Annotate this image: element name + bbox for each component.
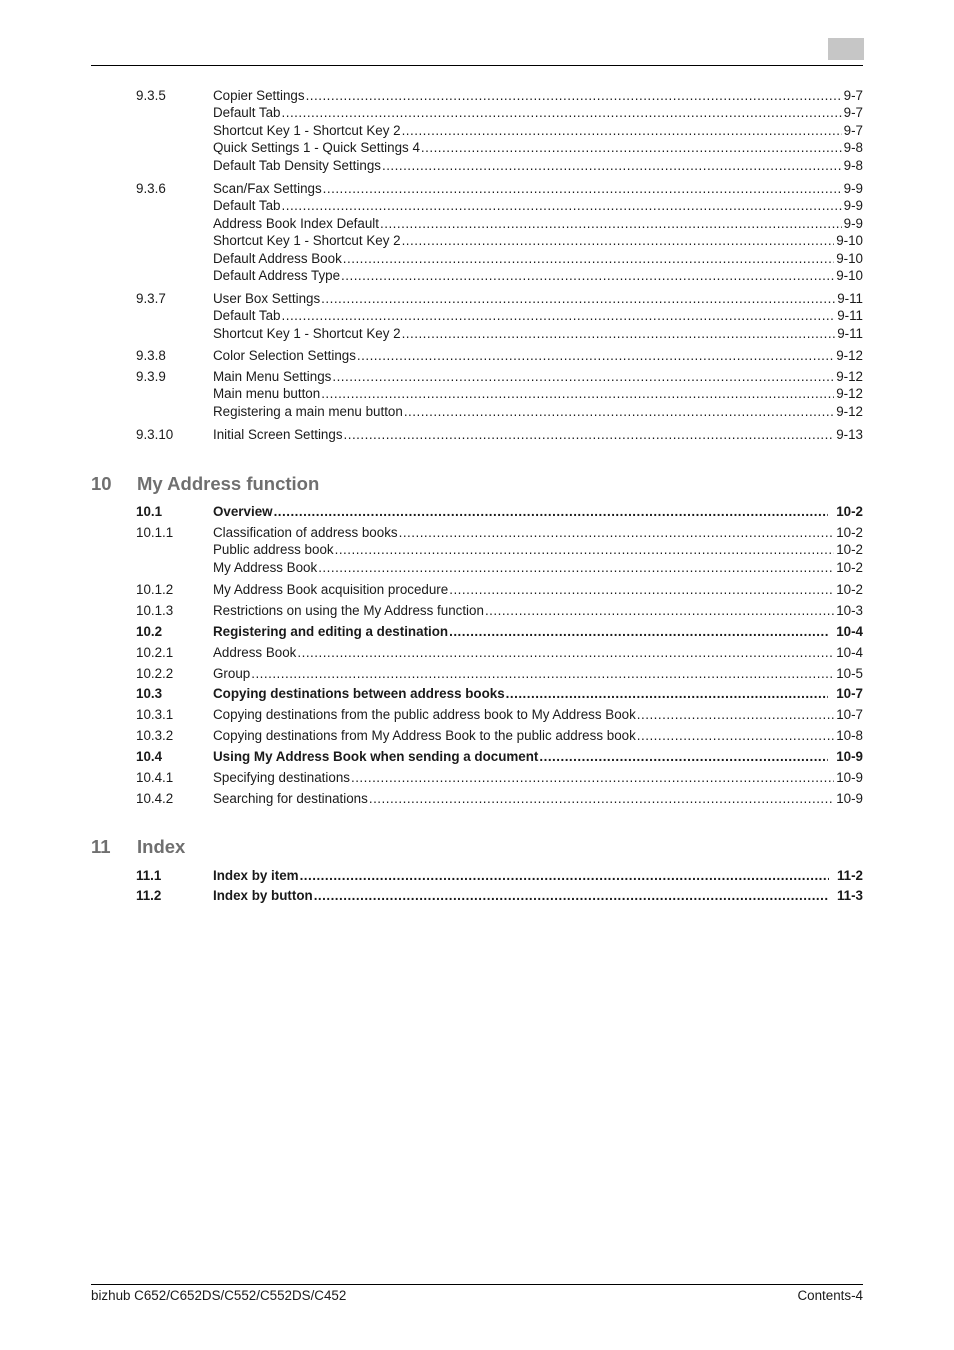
toc-entry[interactable] <box>0 157 954 174</box>
toc-entry[interactable] <box>0 250 954 267</box>
dot-leader <box>323 180 842 197</box>
header-tab-marker <box>828 38 864 60</box>
dot-leader <box>421 139 842 156</box>
toc-entry-title: Default Tab <box>213 105 281 121</box>
toc-entry-title: Address Book Index Default <box>213 215 379 231</box>
toc-entry-leader <box>213 706 863 723</box>
toc-entry[interactable] <box>0 867 954 884</box>
toc-entry-leader <box>213 887 863 904</box>
toc-entry-leader <box>213 232 863 249</box>
toc-entry-title: Default Tab <box>213 308 281 324</box>
toc-entry-page: 10-2 <box>836 582 863 597</box>
toc-entry[interactable] <box>0 503 954 520</box>
dot-leader <box>332 368 834 385</box>
toc-entry-title: Copying destinations from the public address book to My Address Book <box>213 707 636 722</box>
toc-entry[interactable] <box>0 748 954 765</box>
toc-entry-number: 9.3.9 <box>136 369 166 384</box>
toc-entry-title: Color Selection Settings <box>213 348 356 363</box>
toc-entry-page: 11-2 <box>829 867 863 884</box>
toc-entry-leader <box>213 157 863 174</box>
toc-entry[interactable] <box>0 541 954 558</box>
toc-entry-title: Using My Address Book when sending a document <box>213 749 539 764</box>
toc-entry[interactable] <box>0 581 954 598</box>
toc-entry-leader <box>213 769 863 786</box>
toc-entry-title: My Address Book <box>213 559 318 575</box>
chapter-title: Index <box>137 836 186 857</box>
toc-entry-title: Classification of address books <box>213 525 398 540</box>
toc-entry-leader <box>213 748 863 765</box>
toc-entry[interactable] <box>0 290 954 307</box>
toc-entry-leader <box>213 290 863 307</box>
toc-entry-number: 10.1.3 <box>136 603 174 618</box>
chapter-title: My Address function <box>137 473 320 494</box>
toc-entry-number: 10.4.1 <box>136 770 174 785</box>
dot-leader <box>449 581 834 598</box>
toc-entry-page: 9-11 <box>837 325 863 341</box>
toc-entry-page: 9-10 <box>836 268 863 283</box>
toc-entry[interactable] <box>0 769 954 786</box>
toc-entry-leader <box>213 426 863 443</box>
toc-entry-leader <box>213 122 863 139</box>
toc-entry-page: 10-4 <box>836 645 863 660</box>
toc-entry-leader <box>213 867 863 884</box>
toc-entry-leader <box>213 250 863 267</box>
toc-entry-title: Searching for destinations <box>213 791 368 806</box>
toc-entry-page: 10-2 <box>828 503 863 520</box>
toc-entry-page: 10-8 <box>836 728 863 743</box>
toc-entry-page: 9-8 <box>843 140 863 156</box>
toc-entry[interactable] <box>0 559 954 576</box>
toc-entry[interactable] <box>0 347 954 364</box>
toc-entry[interactable] <box>0 87 954 104</box>
toc-entry-page: 9-9 <box>843 198 863 214</box>
toc-entry-title: Copying destinations between address books <box>213 686 505 701</box>
dot-leader <box>344 426 835 443</box>
toc-entry-page: 10-5 <box>836 666 863 681</box>
toc-entry-page: 9-12 <box>836 403 863 419</box>
toc-entry[interactable] <box>0 524 954 541</box>
toc-entry[interactable] <box>0 685 954 702</box>
toc-entry-title: Shortcut Key 1 - Shortcut Key 2 <box>213 233 401 249</box>
dot-leader <box>402 122 842 139</box>
toc-entry-page: 9-11 <box>837 291 863 306</box>
toc-entry[interactable] <box>0 706 954 723</box>
toc-entry-title: Default Address Book <box>213 250 342 266</box>
toc-entry-title: Restrictions on using the My Address function <box>213 603 484 618</box>
toc-entry-number: 9.3.6 <box>136 181 166 196</box>
dot-leader <box>539 748 828 765</box>
toc-entry-leader <box>213 524 863 541</box>
toc-entry-page: 9-10 <box>836 250 863 266</box>
toc-entry[interactable] <box>0 180 954 197</box>
toc-entry-title: Copier Settings <box>213 88 305 103</box>
toc-entry-page: 10-4 <box>828 623 863 640</box>
toc-entry-number: 9.3.10 <box>136 427 174 442</box>
toc-entry[interactable] <box>0 623 954 640</box>
toc-entry-page: 10-2 <box>836 559 863 575</box>
dot-leader <box>637 706 834 723</box>
toc-entry-leader <box>213 368 863 385</box>
toc-entry-leader <box>213 685 863 702</box>
toc-entry[interactable] <box>0 215 954 232</box>
dot-leader <box>306 87 842 104</box>
toc-entry[interactable] <box>0 665 954 682</box>
toc-entry-title: Main menu button <box>213 386 321 402</box>
dot-leader <box>369 790 834 807</box>
dot-leader <box>251 665 834 682</box>
toc-entry-leader <box>213 87 863 104</box>
toc-entry-title: Public address book <box>213 542 334 558</box>
toc-entry[interactable] <box>0 307 954 324</box>
dot-leader <box>341 267 834 284</box>
toc-entry-number: 10.3 <box>136 686 163 701</box>
toc-entry-leader <box>213 559 863 576</box>
toc-entry-leader <box>213 790 863 807</box>
dot-leader <box>321 385 834 402</box>
toc-entry-title: Default Tab <box>213 198 281 214</box>
toc-entry[interactable] <box>0 385 954 402</box>
dot-leader <box>380 215 842 232</box>
toc-entry-leader <box>213 581 863 598</box>
toc-entry-leader <box>213 541 863 558</box>
dot-leader <box>300 867 829 884</box>
toc-entry[interactable] <box>0 122 954 139</box>
dot-leader <box>282 307 836 324</box>
toc-entry-title: Index by item <box>213 868 299 883</box>
chapter-number: 10 <box>91 473 112 494</box>
toc-entry[interactable] <box>0 197 954 214</box>
toc-entry-page: 9-8 <box>843 157 863 173</box>
dot-leader <box>637 727 834 744</box>
toc-entry-leader <box>213 602 863 619</box>
toc-entry[interactable] <box>0 887 954 904</box>
toc-entry-number: 10.3.2 <box>136 728 174 743</box>
header-rule <box>91 65 863 66</box>
toc-entry[interactable] <box>0 325 954 342</box>
toc-entry-number: 10.2.2 <box>136 666 174 681</box>
toc-entry-title: Default Address Type <box>213 268 341 283</box>
toc-entry-page: 9-12 <box>836 369 863 384</box>
dot-leader <box>485 602 834 619</box>
chapter-heading-10 <box>0 472 954 496</box>
footer-page-label: Contents-4 <box>797 1288 863 1303</box>
dot-leader <box>357 347 834 364</box>
toc-entry-page: 9-9 <box>843 215 863 231</box>
toc-entry-number: 9.3.7 <box>136 291 166 306</box>
toc-entry-title: Group <box>213 666 251 681</box>
toc-entry-leader <box>213 385 863 402</box>
toc-entry[interactable] <box>0 727 954 744</box>
toc-entry-leader <box>213 623 863 640</box>
toc-entry-leader <box>213 727 863 744</box>
toc-entry-title: Copying destinations from My Address Book to the public address book <box>213 728 636 743</box>
toc-entry-number: 10.2.1 <box>136 645 174 660</box>
toc-entry-title: Initial Screen Settings <box>213 427 343 442</box>
toc-entry-title: Registering a main menu button <box>213 403 403 419</box>
dot-leader <box>282 197 842 214</box>
dot-leader <box>404 403 834 420</box>
toc-entry[interactable] <box>0 403 954 420</box>
toc-entry-number: 10.2 <box>136 624 163 639</box>
toc-entry-title: Quick Settings 1 - Quick Settings 4 <box>213 140 420 156</box>
toc-entry-title: Index by button <box>213 888 313 903</box>
footer-rule <box>91 1284 863 1285</box>
toc-entry-page: 10-9 <box>836 770 863 785</box>
dot-leader <box>297 644 834 661</box>
toc-entry-leader <box>213 665 863 682</box>
dot-leader <box>402 325 836 342</box>
chapter-number: 11 <box>91 836 111 857</box>
footer-model: bizhub C652/C652DS/C552/C552DS/C452 <box>91 1288 347 1303</box>
toc-entry-title: Address Book <box>213 645 297 660</box>
dot-leader <box>382 157 842 174</box>
dot-leader <box>321 290 835 307</box>
toc-entry-page: 9-10 <box>836 233 863 249</box>
dot-leader <box>318 559 834 576</box>
dot-leader <box>343 250 834 267</box>
toc-entry[interactable] <box>0 644 954 661</box>
toc-entry-number: 10.1.1 <box>136 525 174 540</box>
toc-entry-page: 9-7 <box>843 122 863 138</box>
toc-entry-leader <box>213 644 863 661</box>
toc-entry-page: 11-3 <box>829 887 863 904</box>
toc-entry-page: 9-9 <box>843 181 863 196</box>
toc-entry-title: Shortcut Key 1 - Shortcut Key 2 <box>213 122 401 138</box>
toc-entry-leader <box>213 403 863 420</box>
toc-entry-page: 9-7 <box>843 105 863 121</box>
toc-entry-number: 9.3.8 <box>136 348 166 363</box>
toc-entry-leader <box>213 347 863 364</box>
toc-entry-page: 10-9 <box>828 748 863 765</box>
dot-leader <box>449 623 828 640</box>
toc-entry[interactable] <box>0 104 954 121</box>
dot-leader <box>402 232 835 249</box>
dot-leader <box>506 685 829 702</box>
toc-entry-title: Shortcut Key 1 - Shortcut Key 2 <box>213 325 401 341</box>
toc-entry[interactable] <box>0 368 954 385</box>
toc-entry-title: User Box Settings <box>213 291 321 306</box>
toc-entry-page: 10-2 <box>836 525 863 540</box>
toc-entry-page: 9-11 <box>837 308 863 324</box>
toc-entry-leader <box>213 104 863 121</box>
toc-entry-title: Main Menu Settings <box>213 369 332 384</box>
toc-entry-page: 10-7 <box>836 707 863 722</box>
toc-entry-leader <box>213 139 863 156</box>
toc-entry-title: Scan/Fax Settings <box>213 181 322 196</box>
toc-entry-number: 11.1 <box>136 868 162 883</box>
toc-entry-number: 10.4 <box>136 749 163 764</box>
toc-entry-number: 9.3.5 <box>136 88 166 103</box>
toc-entry-title: Registering and editing a destination <box>213 624 449 639</box>
dot-leader <box>282 104 842 121</box>
toc-entry-page: 9-13 <box>836 427 863 442</box>
toc-entry-leader <box>213 197 863 214</box>
dot-leader <box>335 541 835 558</box>
toc-entry-number: 10.1 <box>136 504 163 519</box>
toc-entry-leader <box>213 503 863 520</box>
toc-entry-leader <box>213 215 863 232</box>
toc-entry-number: 10.4.2 <box>136 791 174 806</box>
toc-entry-leader <box>213 325 863 342</box>
toc-entry-title: Specifying destinations <box>213 770 350 785</box>
toc-entry-page: 10-3 <box>836 603 863 618</box>
toc-entry-page: 9-7 <box>843 88 863 103</box>
toc-entry-number: 10.3.1 <box>136 707 174 722</box>
toc-entry-leader <box>213 307 863 324</box>
chapter-heading-11 <box>0 835 954 859</box>
toc-entry-page: 9-12 <box>836 386 863 402</box>
toc-entry[interactable] <box>0 232 954 249</box>
toc-entry-page: 10-9 <box>836 791 863 806</box>
toc-entry[interactable] <box>0 267 954 284</box>
dot-leader <box>314 887 829 904</box>
toc-entry[interactable] <box>0 139 954 156</box>
toc-entry-page: 10-2 <box>836 542 863 558</box>
toc-entry-page: 10-7 <box>828 685 863 702</box>
dot-leader <box>274 503 829 520</box>
toc-entry-leader <box>213 267 863 284</box>
dot-leader <box>351 769 834 786</box>
toc-entry[interactable] <box>0 426 954 443</box>
toc-entry[interactable] <box>0 790 954 807</box>
toc-entry-title: Overview <box>213 504 273 519</box>
toc-entry-number: 11.2 <box>136 888 162 903</box>
toc-entry[interactable] <box>0 602 954 619</box>
toc-entry-title: Default Tab Density Settings <box>213 157 381 173</box>
toc-entry-title: My Address Book acquisition procedure <box>213 582 449 597</box>
dot-leader <box>399 524 835 541</box>
toc-entry-leader <box>213 180 863 197</box>
toc-entry-page: 9-12 <box>836 348 863 363</box>
toc-entry-number: 10.1.2 <box>136 582 174 597</box>
